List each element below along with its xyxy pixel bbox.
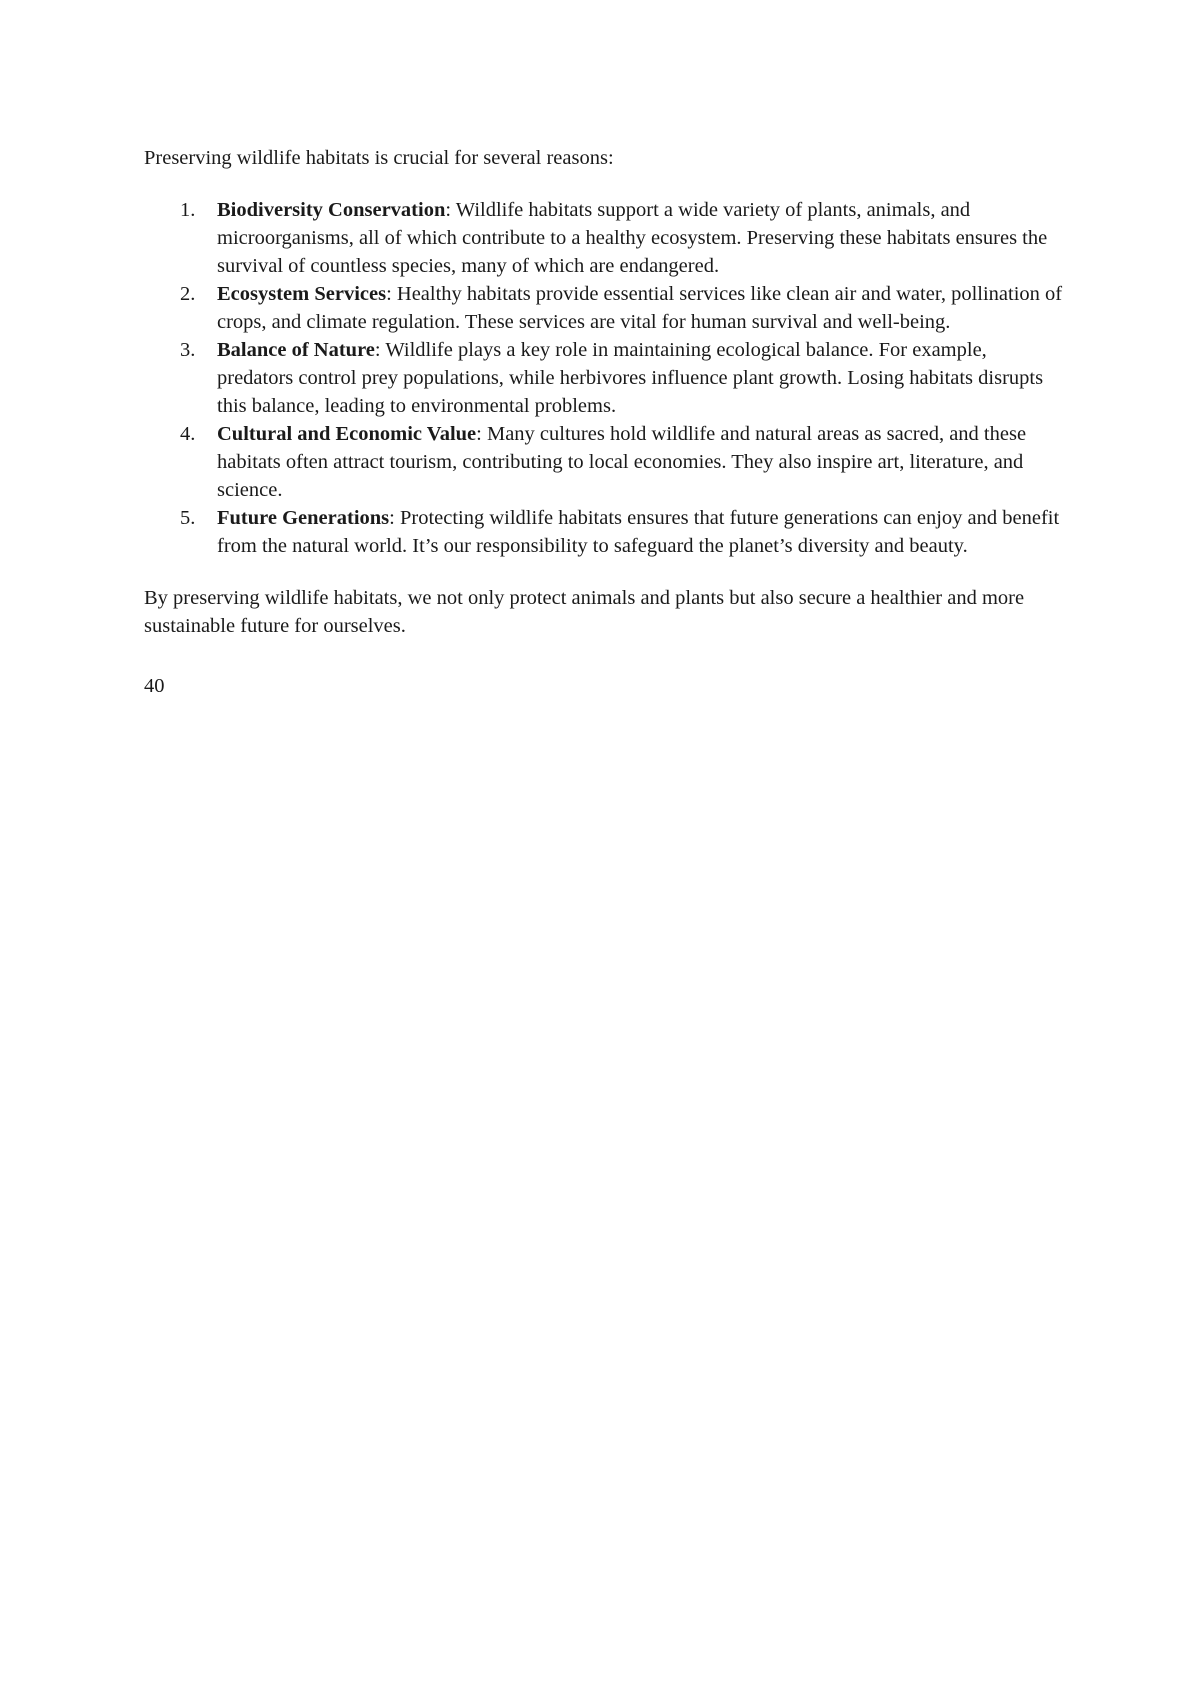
list-item-term: Ecosystem Services bbox=[217, 283, 387, 305]
reasons-list bbox=[144, 196, 1064, 560]
list-item-text: : Many cultures hold wildlife and natural areas as sacred, and these habitats often attract tourism, contributing to local economies. They also inspire art, literature, and science. bbox=[217, 423, 1027, 501]
document-body bbox=[144, 144, 1064, 700]
intro-paragraph: Preserving wildlife habitats is crucial for several reasons: bbox=[144, 147, 614, 169]
list-item bbox=[180, 280, 1064, 336]
list-item bbox=[180, 196, 1064, 280]
list-item-number: 3. bbox=[180, 339, 196, 361]
list-item-text: : Healthy habitats provide essential services like clean air and water, pollination of crops, and climate regulation. These services are vital for human survival and well-being. bbox=[217, 283, 1063, 333]
closing-paragraph: By preserving wildlife habitats, we not only protect animals and plants but also secure a healthier and more sustainable future for ourselves. bbox=[144, 587, 1025, 637]
list-item-text: : Protecting wildlife habitats ensures that future generations can enjoy and benefit from the natural world. It’s our responsibility to safeguard the planet’s diversity and beauty. bbox=[217, 507, 1060, 557]
list-item-number: 5. bbox=[180, 507, 196, 529]
list-item-number: 2. bbox=[180, 283, 196, 305]
list-item bbox=[180, 420, 1064, 504]
list-item-term: Biodiversity Conservation bbox=[217, 199, 446, 221]
page-number: 40 bbox=[144, 675, 165, 697]
list-item-term: Future Generations bbox=[217, 507, 390, 529]
list-item bbox=[180, 504, 1064, 560]
list-item-term: Cultural and Economic Value bbox=[217, 423, 477, 445]
list-item-term: Balance of Nature bbox=[217, 339, 375, 361]
list-item-number: 4. bbox=[180, 423, 196, 445]
list-item-text: : Wildlife plays a key role in maintaining ecological balance. For example, predators control prey populations, while herbivores influence plant growth. Losing habitats disrupts this balance, leading to environmental problems. bbox=[217, 339, 1044, 417]
list-item-text: : Wildlife habitats support a wide variety of plants, animals, and microorganisms, all of which contribute to a healthy ecosystem. Preserving these habitats ensures the survival of countless species, many of which are endangered. bbox=[217, 199, 1048, 277]
list-item bbox=[180, 336, 1064, 420]
list-item-number: 1. bbox=[180, 199, 196, 221]
